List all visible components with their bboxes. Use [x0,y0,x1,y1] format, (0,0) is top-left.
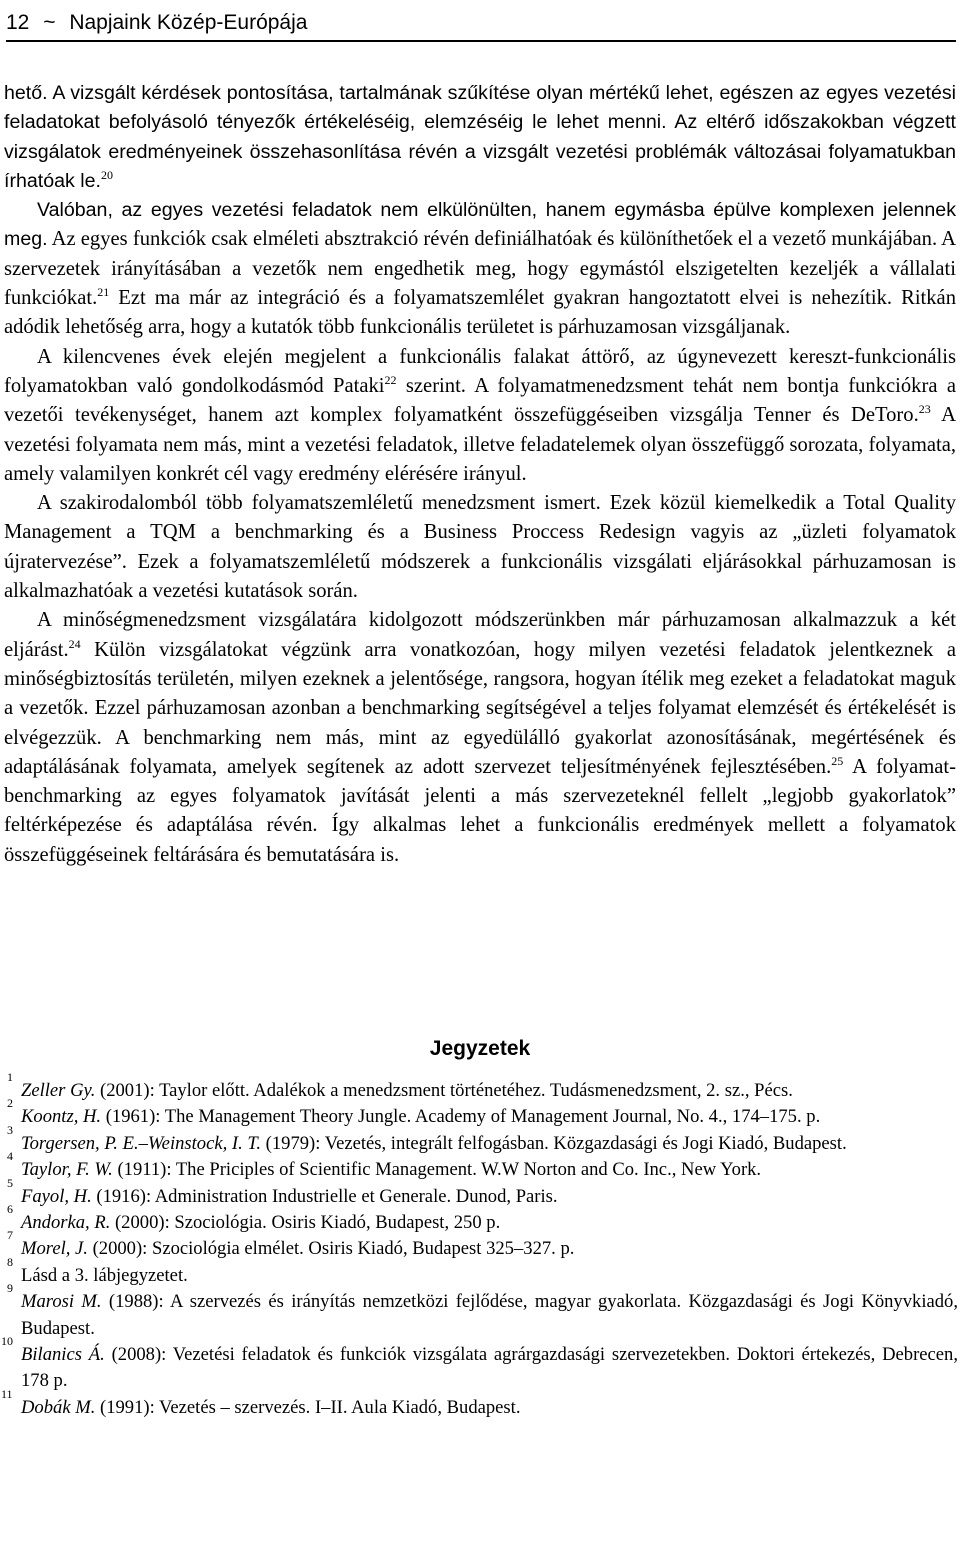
footnote-ref-24: 24 [68,636,81,651]
paragraph-text: A folyamat-benchmarking az egyes folyamatok javítását jelenti a más szervezeteknél fellelt „legjobb gyakorlatok” feltérképezése és adaptálása révén. Így alkalmas lehet a funkcionális eredmények mellett a folyamatok összefüggéseinek feltárására és bemutatására is. [4,755,956,866]
page-number: 12 [6,11,30,34]
endnote-number: 8 [7,1254,13,1269]
endnote-text: (1916): Administration Industrielle et Generale. Dunod, Paris. [91,1185,558,1207]
endnote-author: Koontz, H. [21,1106,102,1128]
endnote-text: Lásd a 3. lábjegyzetet. [21,1264,188,1286]
footnote-ref-23: 23 [918,402,931,417]
running-header [6,6,956,42]
footnote-ref-20: 20 [100,167,113,182]
endnote [4,1122,958,1157]
footnote-ref-25: 25 [831,753,844,768]
endnote [4,1175,958,1210]
endnote-number: 5 [7,1175,13,1190]
paragraph-text: A szakirodalomból több folyamatszemléletű menedzsment ismert. Ezek közül kiemelkedik a Total Quality Management a TQM a benchmarking és a Business Proccess Redesign vagyis az „üzleti folyamatok újratervezése”. Ezek a folyamatszemléletű módszerek a funkcionális vizsgálati eljárásokkal párhuzamosan is alkalmazhatóak a vezetési kutatások során. [4,492,956,603]
paragraph-text: A kilencvenes évek elején megjelent a funkcionális falakat áttörő, az úgynevezett kereszt-funkcionális folyamatokban való gondolkodásmód Pataki [4,345,956,397]
paragraph-text: Valóban, az egyes vezetési feladatok nem elkülönülten, hanem egymásba épülve komplexen jelennek meg. [4,199,956,251]
endnote-text: (2001): Taylor előtt. Adalékok a menedzsment történetéhez. Tudásmenedzsment, 2. sz., Pécs. [95,1080,793,1101]
paragraph-2 [4,196,956,342]
endnote-text: (1911): The Priciples of Scientific Management. W.W Norton and Co. Inc., New York. [112,1159,762,1181]
endnote-text: (1961): The Management Theory Jungle. Academy of Management Journal, No. 4., 174–175. p. [101,1106,821,1128]
paragraph-text: Külön vizsgálatokat végzünk arra vonatkozóan, hogy milyen vezetési feladatok jelentkeznek a minőségbiztosítás területén, milyen ezeknek a jelentősége, rangsora, hogyan ítélik meg ezeket a feladatokat maguk a vezetők. Ezzel párhuzamosan azonban a benchmarking segítségével a teljes folyamat elemzését és értékelését is elvégezzük. A benchmarking nem más, mint az egyedülálló gyakorlat azonosításának, megértésének és adaptálásának folyamata, amelyek segítenek az adott szervezet teljesítményének fejlesztésében. [4,638,956,778]
paragraph-1 [4,79,956,196]
footnote-ref-21: 21 [97,285,110,300]
endnote-author: Bilanics Á. [21,1344,105,1366]
endnote-number: 6 [7,1202,13,1217]
endnote-author: Morel, J. [21,1238,88,1260]
paragraph-text: hető. A vizsgált kérdések pontosítása, tartalmának szűkítése olyan mértékű lehet, egészen az egyes vezetési feladatokat befolyásoló tényezők értékeléséig, elemzéséig le lehet menni. Az eltérő időszakokban végzett vizsgálatok eredményeinek összehasonlítása révén a vizsgált vezetési problémák változásai folyamatukban írhatóak le. [4,82,956,192]
endnote-author: Andorka, R. [21,1212,111,1234]
endnote-number: 1 [7,1070,13,1084]
footnote-ref-22: 22 [384,372,397,387]
endnote-author: Dobák M. [21,1396,96,1418]
endnote [4,1202,958,1236]
paragraph-text: szerint. A folyamatmenedzsment tehát nem bontja funkciókra a vezetői tevékenységet, hanem azt komplex folyamatként összefüggéseiben vizsgálja Tenner és DeToro. [4,374,956,427]
header-separator: ~ [43,11,56,34]
endnote [4,1228,958,1262]
endnote-number: 3 [7,1122,13,1137]
endnote-number: 4 [7,1149,13,1164]
endnote-author: Torgersen, P. E.–Weinstock, I. T. [21,1132,262,1154]
endnote-number: 10 [1,1334,13,1349]
endnote-text: (2000): Szociológia. Osiris Kiadó, Budapest, 250 p. [110,1212,501,1234]
endnote [4,1070,958,1104]
body-text [4,79,956,870]
endnote-text: (1991): Vezetés – szervezés. I–II. Aula Kiadó, Budapest. [95,1396,521,1418]
endnote-text: (1979): Vezetés, integrált felfogásban. Közgazdasági és Jogi Kiadó, Budapest. [261,1132,847,1154]
paragraph-text: A vezetési folyamata nem más, mint a vezetési feladatok, illetve feladatelemek olyan összefüggő sorozata, folyamata, amely valamilyen konkrét cél vagy eredmény elérésére irányul. [4,404,957,485]
endnote [4,1281,958,1342]
endnote-text: (1988): A szervezés és irányítás nemzetközi fejlődése, magyar gyakorlata. Közgazdasági és Jogi Könyvkiadó, Budapest. [21,1291,958,1339]
paragraph-text: A minőségmenedzsment vizsgálatára kidolgozott módszerünkben már párhuzamosan alkalmazzuk a két eljárást. [4,609,956,661]
endnote-text: (2008): Vezetési feladatok és funkciók vizsgálata agrárgazdasági szervezetekben. Doktori értekezés, Debrecen, 178 p. [21,1344,959,1392]
endnote-number: 9 [7,1281,13,1296]
endnote [4,1149,958,1183]
paragraph-3 [4,343,956,489]
endnote [4,1254,958,1289]
paragraph-text: Ezt ma már az integráció és a folyamatszemlélet gyakran hangoztatott elvei is nehezítik. Ritkán adódik lehetőség arra, hogy a kutatók több funkcionális területet is párhuzamosan vizsgáljanak. [4,287,956,339]
endnote-author: Taylor, F. W. [21,1159,113,1181]
endnote-number: 11 [1,1386,13,1401]
header-title: Napjaink Közép-Európája [69,11,308,34]
endnote-number: 2 [7,1096,13,1111]
endnote-author: Marosi M. [21,1291,102,1313]
paragraph-4 [4,489,956,606]
endnote-author: Fayol, H. [21,1185,92,1207]
paragraph-text: Az egyes funkciók csak elméleti absztrakció révén definiálhatóak és különíthetőek el a vezető munkájában. A szervezetek irányításában a vezetők nem engedhetik meg, hogy egymástól elszigetelten kezeljék a vállalati funkciókat. [4,228,956,310]
notes-heading: Jegyzetek [429,1037,531,1060]
endnote-number: 7 [7,1228,13,1243]
endnote-author: Zeller Gy. [21,1080,96,1101]
endnote-text: (2000): Szociológia elmélet. Osiris Kiadó, Budapest 325–327. p. [87,1238,575,1260]
endnotes-list [1,1070,959,1421]
endnote [4,1096,958,1130]
endnote [1,1386,958,1421]
paragraph-5 [4,606,956,870]
